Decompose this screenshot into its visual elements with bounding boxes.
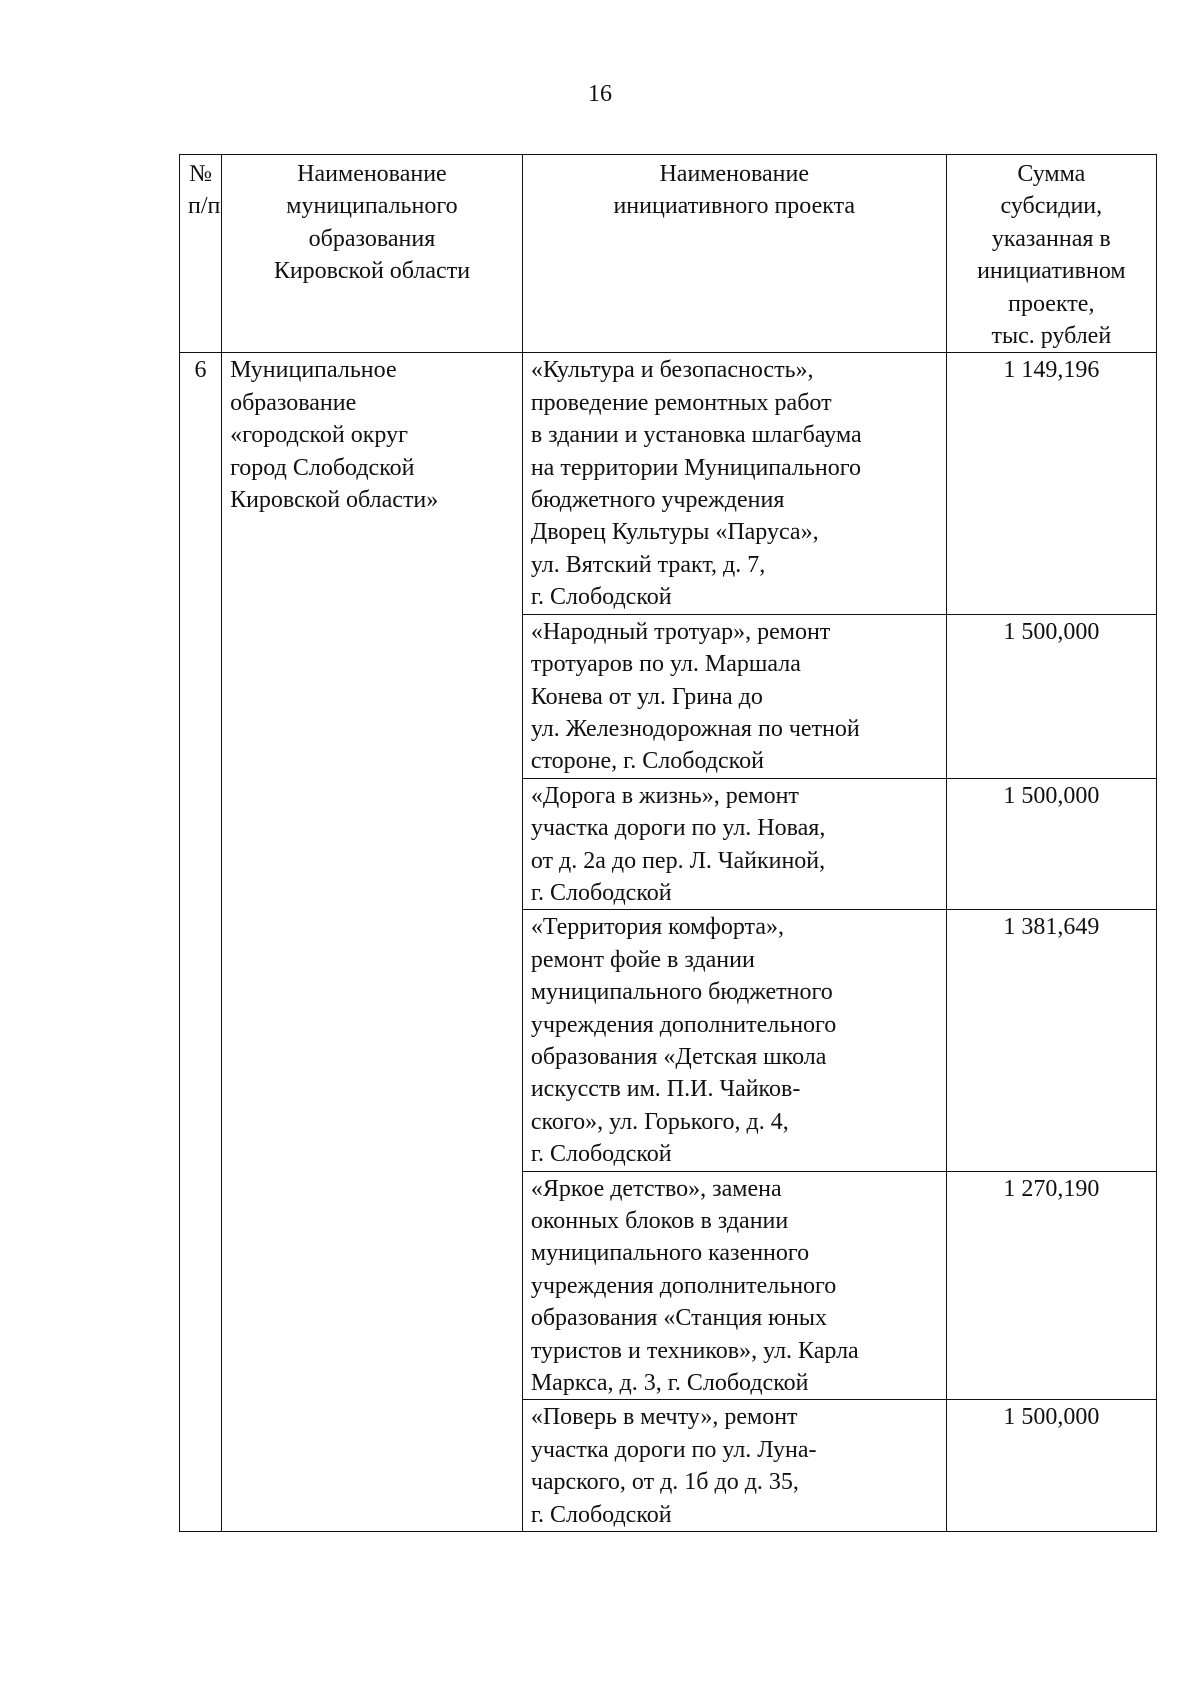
subsidy-table [179,154,1157,1532]
table-header-row [180,155,1157,353]
municipality-cell: Муниципальное образование «городской округ город Слободской Кировской области» [222,353,523,1532]
project-sum-cell: 1 149,196 [946,353,1156,614]
header-municipality: Наименование муниципального образования Кировской области [222,155,523,353]
header-sum: Сумма субсидии, указанная в инициативном проекте, тыс. рублей [946,155,1156,353]
table-header [180,155,1157,353]
project-name-cell: «Народный тротуар», ремонт тротуаров по ул. Маршала Конева от ул. Грина до ул. Железнодорожная по четной стороне, г. Слободской [522,614,946,778]
project-sum-cell: 1 381,649 [946,910,1156,1171]
table-body [180,353,1157,1532]
project-sum-cell: 1 500,000 [946,778,1156,910]
project-sum-cell: 1 500,000 [946,1400,1156,1532]
header-number: № п/п [180,155,222,353]
project-name-cell: «Дорога в жизнь», ремонт участка дороги по ул. Новая, от д. 2а до пер. Л. Чайкиной, г. Слободской [522,778,946,910]
project-name-cell: «Поверь в мечту», ремонт участка дороги по ул. Луна- чарского, от д. 1б до д. 35, г. Слободской [522,1400,946,1532]
row-number-cell: 6 [180,353,222,1532]
project-sum-cell: 1 500,000 [946,614,1156,778]
header-project: Наименование инициативного проекта [522,155,946,353]
table-row [180,353,1157,614]
project-name-cell: «Яркое детство», замена оконных блоков в здании муниципального казенного учреждения дополнительного образования «Станция юных туристов и техников», ул. Карла Маркса, д. 3, г. Слободской [522,1171,946,1400]
page-number: 16 [588,81,612,107]
project-name-cell: «Культура и безопасность», проведение ремонтных работ в здании и установка шлагбаума на территории Муниципального бюджетного учреждения Дворец Культуры «Паруса», ул. Вятский тракт, д. 7, г. Слободской [522,353,946,614]
project-name-cell: «Территория комфорта», ремонт фойе в здании муниципального бюджетного учреждения дополнительного образования «Детская школа искусств им. П.И. Чайков- ского», ул. Горького, д. 4, г. Слободской [522,910,946,1171]
project-sum-cell: 1 270,190 [946,1171,1156,1400]
